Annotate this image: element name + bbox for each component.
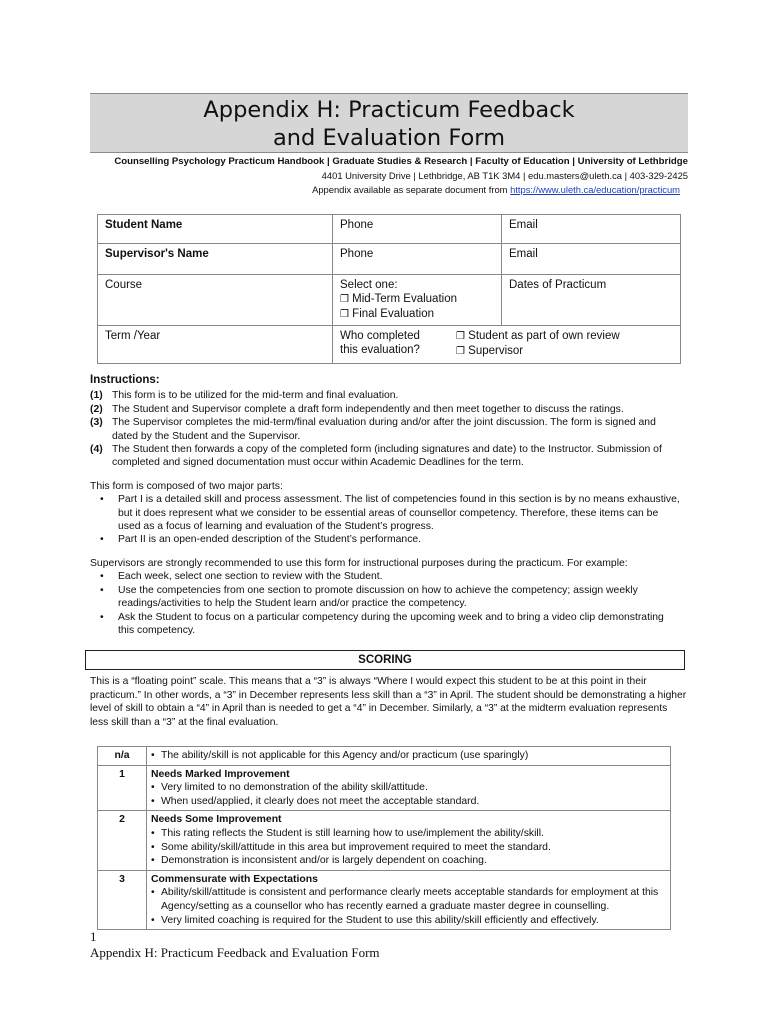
instruction-number: (1) [90,390,103,402]
list-item-text: Use the competencies from one section to promote discussion on how to achieve the competency; assign weekly readings/activities to help the Student learn and/or practice the competency. [118,584,638,610]
student-option-label: Student as part of own review [468,330,620,342]
final-label: Final Evaluation [352,308,434,320]
rating-level: n/a [98,747,147,766]
instruction-text: The Supervisor completes the mid-term/final evaluation during and/or after the joint discussion. The form is signed and dated by the Student and the Supervisor. [112,417,656,442]
bullet-icon: • [151,795,155,807]
mid-term-option[interactable] [340,292,494,307]
list-item-text: Each week, select one section to review with the Student. [118,571,383,583]
student-option[interactable] [456,329,620,344]
checkbox-icon[interactable]: ❒ [456,346,465,357]
evaluation-type-cell [333,275,502,326]
list-item [90,584,680,611]
list-item [90,570,680,583]
rating-heading: Needs Some Improvement [151,814,282,826]
final-option[interactable] [340,307,494,322]
instruction-text: The Student and Supervisor complete a draft form independently and then meet together to discuss the ratings. [112,403,624,415]
bullet-icon: • [100,571,104,583]
who-completed-options [456,329,620,359]
rating-description [147,870,671,929]
checkbox-icon[interactable]: ❒ [340,309,349,320]
rating-heading: Commensurate with Expectations [151,873,318,885]
rating-bullet-text: Very limited to no demonstration of the ability skill/attitude. [161,782,428,794]
who-completed-line-1: Who completed [340,330,420,342]
instruction-item [90,389,680,402]
list-item [90,533,680,546]
scoring-heading: SCORING [85,650,685,670]
bullet-icon: • [100,611,104,623]
list-item-text: Part II is an open-ended description of the Student’s performance. [118,534,422,546]
title-banner [90,93,688,153]
student-phone-label[interactable]: Phone [333,215,502,244]
checkbox-icon[interactable]: ❒ [456,331,465,342]
bullet-icon: • [151,782,155,794]
rating-heading: Needs Marked Improvement [151,768,290,780]
table-row [98,870,671,929]
table-row [98,747,671,766]
instruction-number: (4) [90,444,103,456]
rating-description [147,765,671,811]
rating-level: 2 [98,811,147,870]
rating-bullet-text: Ability/skill/attitude is consistent and performance clearly meets acceptable standards for employment at this Agency/setting as a counsellor who has recently earned a graduate master degree in counselling. [161,887,659,912]
select-one-label: Select one: [340,279,398,291]
title-line-2: and Evaluation Form [272,125,506,151]
student-info-table [97,214,681,364]
rating-level: 1 [98,765,147,811]
rating-bullet-text: Demonstration is inconsistent and/or is largely dependent on coaching. [161,855,487,867]
parts-intro: This form is composed of two major parts: [90,480,283,492]
handbook-subheader: Counselling Psychology Practicum Handbook | Graduate Studies & Research | Faculty of Education | University of Lethbridge [114,156,688,167]
supervisors-intro: Supervisors are strongly recommended to use this form for instructional purposes during the practicum. For example: [90,557,628,569]
bullet-icon: • [151,827,155,839]
rating-bullet-text: When used/applied, it clearly does not meet the acceptable standard. [161,795,480,807]
list-item-text: Part I is a detailed skill and process assessment. The list of competencies found in this section is by no means exhaustive, but it does represent what we consider to be essential areas of counsellor competency. Therefore, these items can be used as a focus of learning and evaluation of the Student’s progress. [118,494,680,533]
student-name-label[interactable]: Student Name [98,215,333,244]
list-item [90,611,680,638]
rating-bullet-text: Some ability/skill/attitude in this area but improvement required to meet the standard. [161,841,551,853]
rating-scale-table [97,746,671,930]
who-completed-question [340,329,456,359]
bullet-icon: • [100,584,104,596]
instruction-number: (3) [90,417,103,429]
supervisor-email-label[interactable]: Email [502,244,681,275]
practicum-link[interactable]: https://www.uleth.ca/education/practicum [510,184,680,195]
appendix-note [86,183,680,196]
who-completed-cell [333,326,681,364]
rating-level: 3 [98,870,147,929]
list-item-text: Ask the Student to focus on a particular competency during the upcoming week and to bring a video clip demonstrating this competency. [118,611,664,636]
table-row [98,765,671,811]
rating-bullet-text: This rating reflects the Student is still learning how to use/implement the ability/skill. [161,827,544,839]
supervisor-option-label: Supervisor [468,345,524,357]
scoring-description: This is a “floating point” scale. This means that a “3” is always “Where I would expect this student to be at this point in their practicum.” In other words, a “3” in December represents less skill than a “3” in April. The student should be demonstrating a higher level of skill to obtain a “4” in April than is needed to get a “4” in December. Similarly, a “3” at the midterm evaluation represents less skill than a “3” at the final evaluation. [90,676,687,728]
bullet-icon: • [151,750,155,761]
instruction-item [90,416,680,443]
checkbox-icon[interactable]: ❒ [340,294,349,305]
instructions-heading: Instructions: [90,374,160,386]
supervisor-name-label[interactable]: Supervisor's Name [98,244,333,275]
dates-of-practicum-label[interactable]: Dates of Practicum [502,275,681,326]
table-row [98,811,671,870]
bullet-icon: • [151,887,155,899]
rating-description [147,811,671,870]
list-item [90,493,680,533]
page-footer: Appendix H: Practicum Feedback and Evaluation Form [90,945,380,960]
who-completed-line-2: this evaluation? [340,344,420,356]
student-email-label[interactable]: Email [502,215,681,244]
instruction-text: This form is to be utilized for the mid-term and final evaluation. [112,390,399,402]
instruction-text: The Student then forwards a copy of the completed form (including signatures and date) to the Instructor. Submission of completed and signed documentation must occur within Academic Deadlines for the term. [112,444,662,469]
bullet-icon: • [151,855,155,867]
rating-bullet-text: The ability/skill is not applicable for this Agency and/or practicum (use sparingly) [161,750,529,761]
supervisor-phone-label[interactable]: Phone [333,244,502,275]
bullet-icon: • [100,534,104,546]
title-line-1: Appendix H: Practicum Feedback [203,97,575,123]
contact-address: 4401 University Drive | Lethbridge, AB T1K 3M4 | edu.masters@uleth.ca | 403-329-2425 [321,170,688,181]
instruction-item [90,403,680,416]
course-label[interactable]: Course [98,275,333,326]
appendix-note-prefix: Appendix available as separate document from [312,184,511,195]
term-year-label[interactable]: Term /Year [98,326,333,364]
instructions-section [90,374,680,637]
bullet-icon: • [151,841,155,853]
supervisor-option[interactable] [456,344,620,359]
bullet-icon: • [100,494,104,506]
instruction-number: (2) [90,403,103,415]
mid-term-label: Mid-Term Evaluation [352,293,457,305]
rating-description [147,747,671,766]
instruction-item [90,443,680,470]
bullet-icon: • [151,914,155,926]
page-number: 1 [90,929,97,944]
rating-bullet-text: Very limited coaching is required for the Student to use this ability/skill efficiently and effectively. [161,914,599,926]
